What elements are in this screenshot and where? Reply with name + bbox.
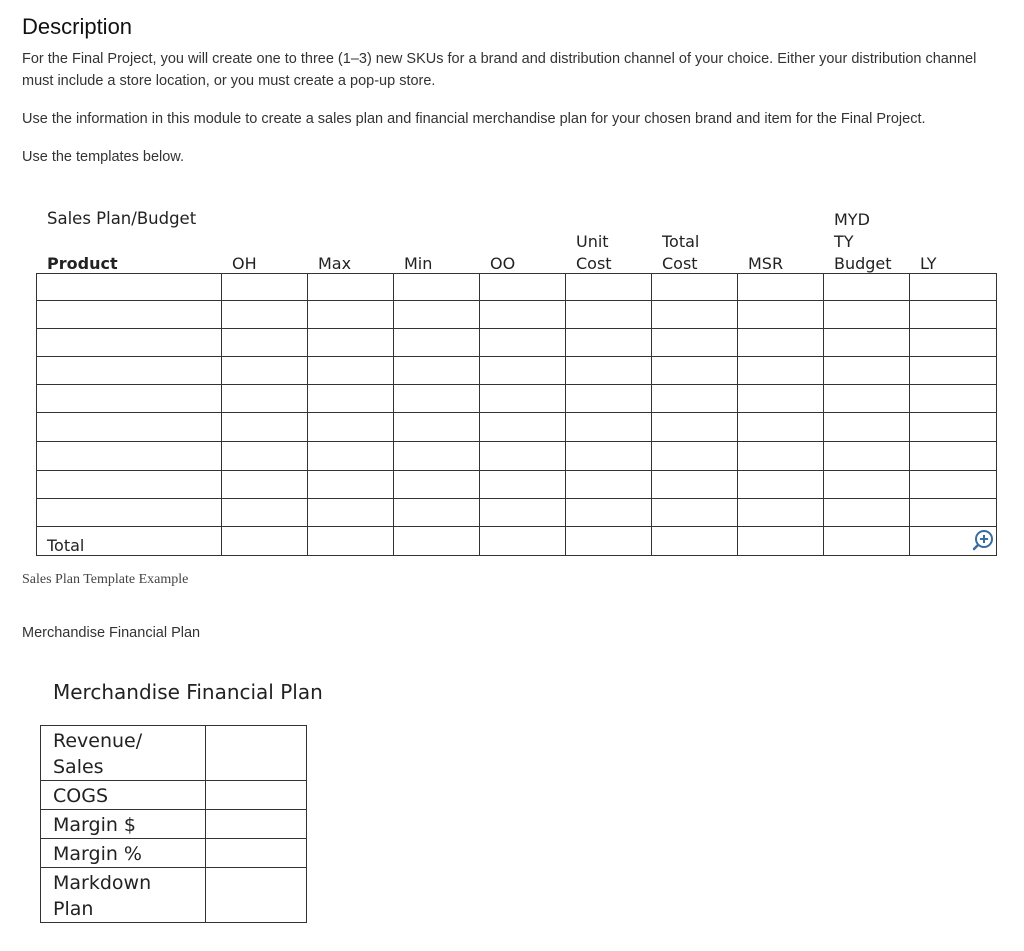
table-cell: [910, 442, 997, 471]
col-header-oh: OH: [232, 254, 257, 273]
table-cell: [222, 471, 308, 499]
merch-row-label: Margin %: [41, 839, 206, 868]
merch-row-label: Margin $: [41, 810, 206, 839]
table-cell: [738, 385, 824, 413]
table-cell: [652, 413, 738, 442]
table-cell: [394, 471, 480, 499]
sales-plan-caption: Sales Plan Template Example: [22, 572, 189, 587]
table-cell: [394, 274, 480, 301]
table-cell: [480, 471, 566, 499]
table-cell: [480, 499, 566, 527]
table-row: [37, 499, 997, 527]
table-cell: [394, 442, 480, 471]
merch-plan-table: [40, 725, 307, 923]
sales-plan-table: [36, 273, 997, 556]
col-header-myd-ty-budget: MYD TY Budget: [834, 210, 892, 273]
table-cell: [652, 329, 738, 357]
col-header-min: Min: [404, 254, 433, 273]
table-cell: [308, 357, 394, 385]
table-cell: [480, 527, 566, 556]
table-cell: [910, 471, 997, 499]
table-row: [41, 839, 307, 868]
table-cell: [566, 274, 652, 301]
table-row: [41, 868, 307, 923]
col-header-max: Max: [318, 254, 352, 273]
table-cell: [652, 442, 738, 471]
table-cell: [480, 357, 566, 385]
table-cell: [910, 385, 997, 413]
table-row: [37, 442, 997, 471]
table-cell: [910, 499, 997, 527]
table-cell: [37, 274, 222, 301]
table-cell: [37, 385, 222, 413]
table-cell: [308, 527, 394, 556]
table-cell: [910, 357, 997, 385]
table-row: [37, 357, 997, 385]
table-cell: [394, 527, 480, 556]
table-cell: [652, 471, 738, 499]
merch-row-label: Markdown Plan: [41, 868, 206, 923]
merch-row-value: [206, 726, 307, 781]
table-cell: [308, 442, 394, 471]
table-cell: [652, 274, 738, 301]
table-cell: [824, 499, 910, 527]
table-cell: [222, 301, 308, 329]
table-cell: [738, 471, 824, 499]
table-cell: [222, 413, 308, 442]
table-cell: [824, 442, 910, 471]
table-cell: [566, 527, 652, 556]
table-cell: [308, 301, 394, 329]
table-row: [37, 274, 997, 301]
table-cell: [37, 471, 222, 499]
col-header-unit-cost: Unit Cost: [576, 232, 612, 273]
merch-plan-section-label: Merchandise Financial Plan: [22, 625, 201, 641]
table-cell: [308, 471, 394, 499]
table-cell: [480, 274, 566, 301]
table-cell: [738, 413, 824, 442]
table-row: [37, 413, 997, 442]
description-paragraph-3: Use the templates below.: [22, 149, 185, 165]
table-cell: [824, 329, 910, 357]
sales-plan-title: Sales Plan/Budget: [47, 209, 197, 228]
table-cell: [738, 499, 824, 527]
merch-row-label: Revenue/ Sales: [41, 726, 206, 781]
table-cell: [308, 274, 394, 301]
table-cell: [738, 357, 824, 385]
table-row: [37, 329, 997, 357]
table-cell: [394, 413, 480, 442]
table-cell: [37, 413, 222, 442]
table-cell: [37, 499, 222, 527]
table-cell: [824, 413, 910, 442]
merch-row-value: [206, 868, 307, 923]
table-cell: [566, 357, 652, 385]
table-cell: [566, 499, 652, 527]
table-row: [37, 385, 997, 413]
table-cell: [222, 385, 308, 413]
col-header-total-cost: Total Cost: [662, 232, 700, 273]
table-cell: [652, 527, 738, 556]
merch-row-value: [206, 781, 307, 810]
col-header-oo: OO: [490, 254, 516, 273]
table-cell: [566, 442, 652, 471]
table-cell: [738, 442, 824, 471]
table-cell: [910, 329, 997, 357]
table-cell: [824, 385, 910, 413]
table-cell: [652, 499, 738, 527]
table-cell: [222, 499, 308, 527]
table-cell: [566, 301, 652, 329]
description-paragraph-2: Use the information in this module to create a sales plan and financial merchandise plan for your chosen brand and item for the Final Project.: [22, 111, 926, 127]
table-cell: [394, 357, 480, 385]
table-cell: [824, 274, 910, 301]
table-cell: [652, 357, 738, 385]
table-cell: [738, 301, 824, 329]
table-row: [41, 781, 307, 810]
table-cell: [37, 301, 222, 329]
table-cell: [910, 301, 997, 329]
total-label: Total: [37, 527, 222, 556]
table-cell: [308, 329, 394, 357]
table-cell: [37, 357, 222, 385]
table-cell: [480, 413, 566, 442]
table-row: [37, 301, 997, 329]
total-row: [37, 527, 997, 556]
table-cell: [480, 442, 566, 471]
table-cell: [566, 413, 652, 442]
table-cell: [394, 499, 480, 527]
table-cell: [652, 385, 738, 413]
merch-row-label: COGS: [41, 781, 206, 810]
table-cell: [824, 357, 910, 385]
col-header-msr: MSR: [748, 254, 784, 273]
table-cell: [824, 301, 910, 329]
table-cell: [222, 527, 308, 556]
table-cell: [394, 385, 480, 413]
table-cell: [222, 274, 308, 301]
table-cell: [824, 527, 910, 556]
table-cell: [222, 357, 308, 385]
zoom-in-icon[interactable]: [972, 529, 994, 551]
table-cell: [222, 442, 308, 471]
description-heading: Description: [22, 14, 133, 39]
merch-row-value: [206, 839, 307, 868]
table-cell: [394, 329, 480, 357]
table-cell: [824, 471, 910, 499]
table-cell: [738, 527, 824, 556]
table-row: [41, 810, 307, 839]
col-header-product: Product: [47, 254, 118, 273]
table-cell: [566, 471, 652, 499]
table-row: [41, 726, 307, 781]
table-cell: [308, 413, 394, 442]
table-cell: [566, 385, 652, 413]
table-cell: [652, 301, 738, 329]
table-cell: [480, 329, 566, 357]
merch-row-value: [206, 810, 307, 839]
col-header-ly: LY: [920, 254, 937, 273]
table-cell: [480, 385, 566, 413]
description-paragraph-1: For the Final Project, you will create one to three (1–3) new SKUs for a brand and distribution channel of your choice. Either your distribution channel must include a store location, or you must create a pop-up store.: [22, 51, 977, 89]
table-row: [37, 471, 997, 499]
table-cell: [738, 329, 824, 357]
table-cell: [308, 385, 394, 413]
table-cell: [910, 274, 997, 301]
table-cell: [738, 274, 824, 301]
table-cell: [37, 442, 222, 471]
table-cell: [394, 301, 480, 329]
table-cell: [910, 413, 997, 442]
table-cell: [566, 329, 652, 357]
table-cell: [480, 301, 566, 329]
merch-plan-title: Merchandise Financial Plan: [53, 680, 323, 704]
table-cell: [222, 329, 308, 357]
table-cell: [308, 499, 394, 527]
table-cell: [37, 329, 222, 357]
